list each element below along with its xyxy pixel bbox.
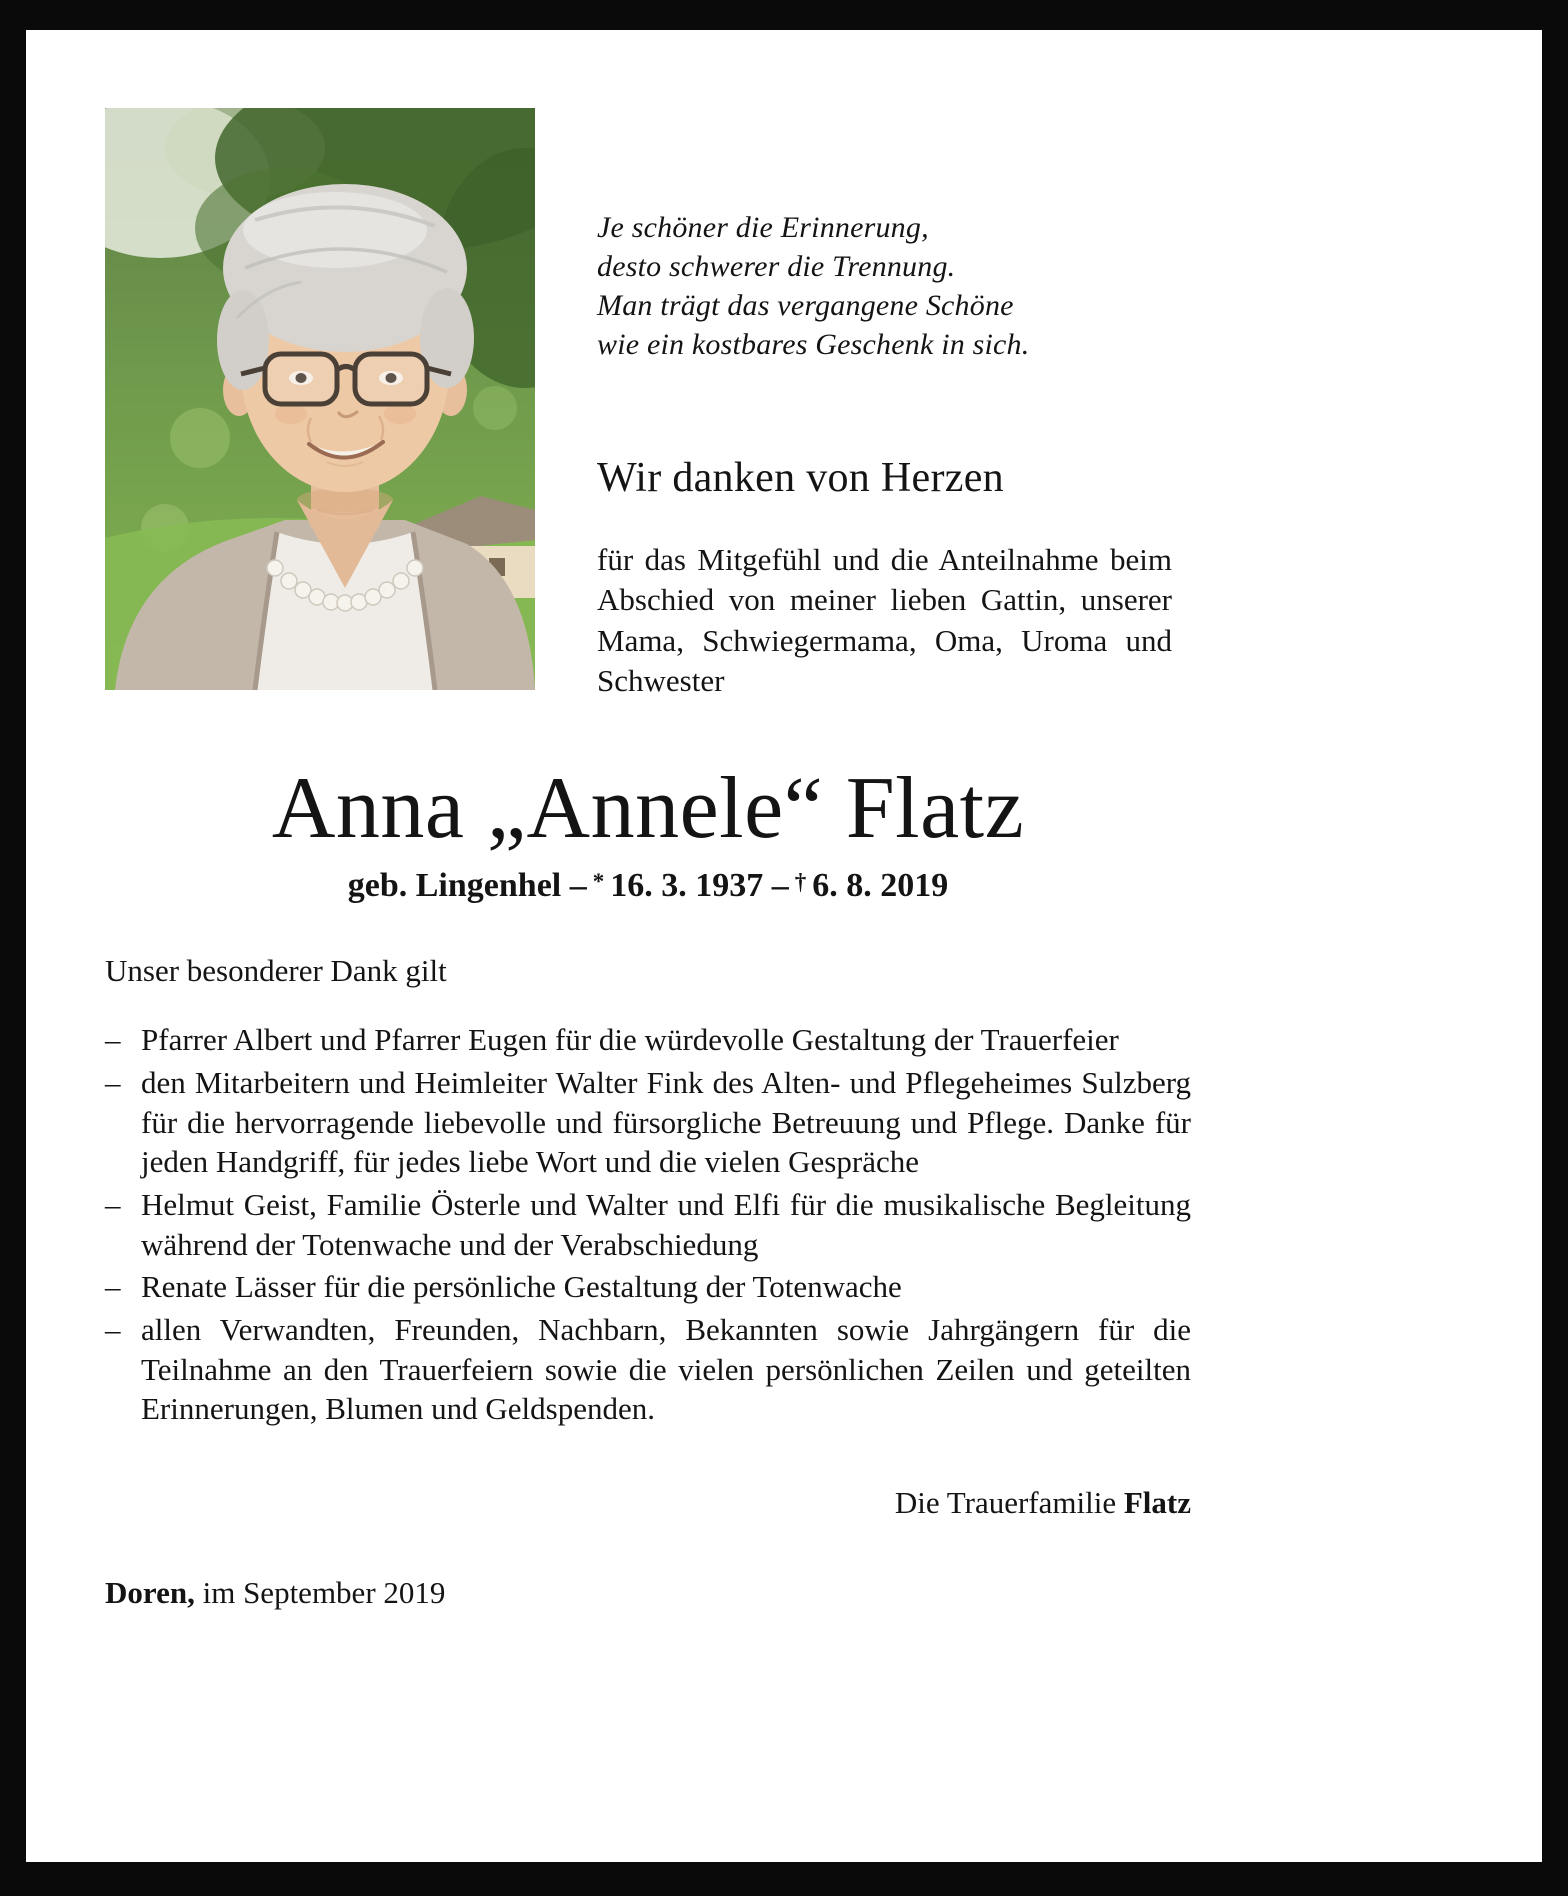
death-date: 6. 8. 2019 <box>812 867 949 905</box>
thanks-item-text: allen Verwandten, Freunden, Nachbarn, Bekannten sowie Jahrgängern für die Teilnahme an den Trauerfeiern sowie die vielen persönlichen Zeilen und geteilten Erinnerungen, Blumen und Geldspenden. <box>141 1311 1191 1427</box>
thanks-paragraph: für das Mitgefühl und die Anteilnahme beim Abschied von meiner lieben Gattin, unserer Mama, Schwiegermama, Oma, Uroma und Schwester <box>597 542 1172 698</box>
obituary-page <box>26 30 1542 1862</box>
portrait-photo <box>105 108 535 690</box>
thanks-item <box>105 1020 1191 1060</box>
family-name: Flatz <box>1123 1484 1191 1520</box>
thanks-heading: Wir danken von Herzen <box>597 455 1004 501</box>
death-cross-symbol: † <box>794 869 807 895</box>
thanks-item-text: Pfarrer Albert und Pfarrer Eugen für die würdevolle Gestaltung der Trauerfeier <box>141 1022 1119 1058</box>
quote-line: Je schöner die Erinnerung, <box>597 211 929 244</box>
bullet-dash: – <box>105 1311 121 1347</box>
thanks-item-text: Helmut Geist, Familie Österle und Walter und Elfi für die musikalische Begleitung während der Totenwache und der Verabschiedung <box>141 1186 1191 1262</box>
thanks-item <box>105 1267 1191 1307</box>
place-date-line <box>105 1575 1191 1611</box>
birth-date: 16. 3. 1937 – <box>610 867 789 905</box>
date-text: im September 2019 <box>202 1574 446 1610</box>
quote-line: Man trägt das vergangene Schöne <box>597 289 1014 322</box>
family-signature-prefix: Die Trauerfamilie <box>894 1484 1117 1520</box>
thanks-item <box>105 1310 1191 1429</box>
right-column <box>597 108 1172 732</box>
birth-star-symbol: * <box>592 869 605 895</box>
family-signature <box>105 1485 1191 1521</box>
bullet-dash: – <box>105 1186 121 1222</box>
quote-line: desto schwerer die Trennung. <box>597 250 956 283</box>
bullet-dash: – <box>105 1064 121 1100</box>
obituary-content <box>105 108 1191 1611</box>
special-thanks-list <box>105 1020 1191 1429</box>
place-name: Doren, <box>105 1574 195 1610</box>
thanks-item-text: Renate Lässer für die persönliche Gestaltung der Totenwache <box>141 1269 902 1305</box>
thanks-item-text: den Mitarbeitern und Heimleiter Walter Fink des Alten- und Pflegeheimes Sulzberg für die hervorragende liebevolle und fürsorgliche Betreuung und Pflege. Danke für jeden Handgriff, für jedes liebe Wort und die vielen Gespräche <box>141 1064 1191 1180</box>
maiden-name: geb. Lingenhel – <box>347 867 587 905</box>
life-dates-line <box>105 867 1191 905</box>
special-thanks-intro: Unser besonderer Dank gilt <box>105 953 447 989</box>
memorial-quote <box>597 208 1172 364</box>
quote-line: wie ein kostbares Geschenk in sich. <box>597 328 1030 361</box>
portrait-illustration <box>105 108 535 690</box>
thanks-item <box>105 1185 1191 1264</box>
thanks-item <box>105 1063 1191 1182</box>
bullet-dash: – <box>105 1022 121 1058</box>
top-section <box>105 108 1191 732</box>
bullet-dash: – <box>105 1269 121 1305</box>
deceased-name: Anna „Annele“ Flatz <box>271 760 1025 858</box>
